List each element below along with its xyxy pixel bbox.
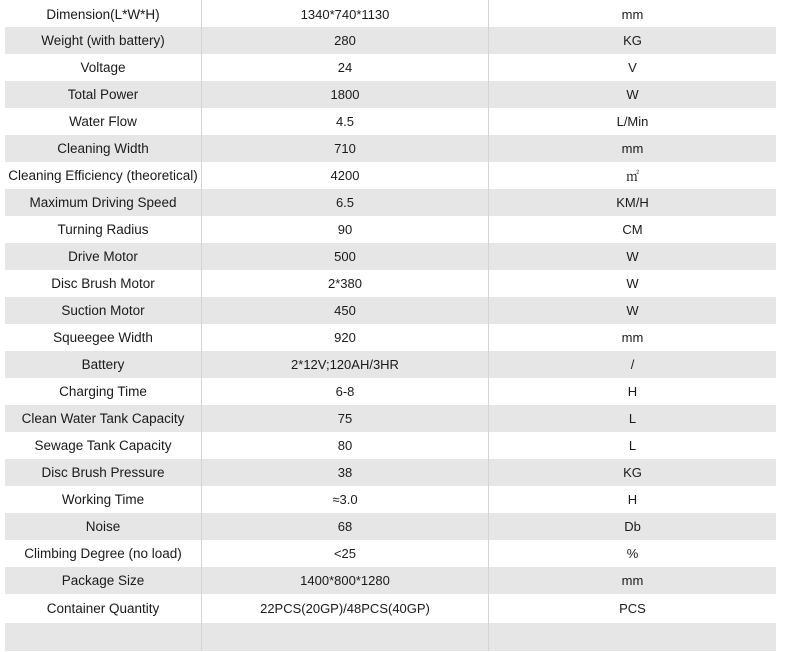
table-row [5, 27, 776, 54]
unit-cell: V [628, 60, 637, 75]
value-cell: 710 [202, 135, 489, 162]
value-cell: <25 [202, 540, 489, 567]
param-cell: Turning Radius [5, 216, 202, 243]
unit-cell: L/Min [616, 114, 649, 129]
unit-cell: mm [621, 330, 644, 345]
value-cell: 1400*800*1280 [202, 567, 489, 594]
table-row [5, 405, 776, 432]
param-cell: Disc Brush Pressure [5, 459, 202, 486]
table-row [5, 243, 776, 270]
table-row [5, 270, 776, 297]
param-cell: Drive Motor [5, 243, 202, 270]
table-row [5, 0, 776, 27]
unit-cell: mm [621, 141, 644, 156]
table-row [5, 623, 776, 651]
param-cell: Charging Time [5, 378, 202, 405]
param-cell: Package Size [5, 567, 202, 594]
value-cell: 920 [202, 324, 489, 351]
value-cell: 1340*740*1130 [202, 0, 489, 27]
value-cell: ≈3.0 [202, 486, 489, 513]
param-cell: Suction Motor [5, 297, 202, 324]
unit-cell: KG [623, 465, 642, 480]
unit-cell: mm [621, 573, 644, 588]
param-cell: Water Flow [5, 108, 202, 135]
unit-cell: CM [622, 222, 643, 237]
table-row [5, 351, 776, 378]
table-row [5, 189, 776, 216]
unit-cell: PCS [619, 601, 646, 616]
param-cell [5, 623, 202, 651]
value-cell [202, 623, 489, 651]
param-cell: Total Power [5, 81, 202, 108]
table-row [5, 486, 776, 513]
table-row [5, 432, 776, 459]
value-cell: 68 [202, 513, 489, 540]
table-row [5, 567, 776, 594]
param-cell: Cleaning Width [5, 135, 202, 162]
value-cell: 75 [202, 405, 489, 432]
unit-cell: KG [623, 33, 642, 48]
value-cell: 450 [202, 297, 489, 324]
table-row [5, 540, 776, 567]
param-cell: Weight (with battery) [5, 27, 202, 54]
unit-cell [489, 623, 776, 651]
unit-cell: KM/H [616, 195, 649, 210]
param-cell: Climbing Degree (no load) [5, 540, 202, 567]
value-cell: 90 [202, 216, 489, 243]
table-row [5, 594, 776, 623]
table-row [5, 81, 776, 108]
table-row [5, 108, 776, 135]
unit-cell: W [626, 249, 639, 264]
param-cell: Dimension(L*W*H) [5, 0, 202, 27]
table-row [5, 513, 776, 540]
table-row [5, 297, 776, 324]
table-row [5, 378, 776, 405]
value-cell: 24 [202, 54, 489, 81]
value-cell: 2*380 [202, 270, 489, 297]
unit-cell: L [628, 438, 637, 453]
table-row [5, 216, 776, 243]
param-cell: Battery [5, 351, 202, 378]
table-row [5, 135, 776, 162]
value-cell: 6-8 [202, 378, 489, 405]
param-cell: Cleaning Efficiency (theoretical) [5, 162, 202, 189]
value-cell: 1800 [202, 81, 489, 108]
unit-cell: mm [621, 7, 644, 22]
value-cell: 80 [202, 432, 489, 459]
param-cell: Container Quantity [5, 594, 202, 623]
unit-cell: / [630, 357, 635, 372]
unit-cell: W [626, 276, 639, 291]
value-cell: 280 [202, 27, 489, 54]
param-cell: Voltage [5, 54, 202, 81]
param-cell: Noise [5, 513, 202, 540]
table-row [5, 459, 776, 486]
unit-cell: ㎡ [625, 169, 639, 184]
spec-table [5, 0, 776, 651]
table-row [5, 162, 776, 189]
value-cell: 4.5 [202, 108, 489, 135]
value-cell: 500 [202, 243, 489, 270]
value-cell: 2*12V;120AH/3HR [202, 351, 489, 378]
table-row [5, 324, 776, 351]
unit-cell: H [627, 492, 638, 507]
param-cell: Sewage Tank Capacity [5, 432, 202, 459]
param-cell: Working Time [5, 486, 202, 513]
unit-cell: % [626, 546, 639, 561]
value-cell: 38 [202, 459, 489, 486]
param-cell: Clean Water Tank Capacity [5, 405, 202, 432]
param-cell: Maximum Driving Speed [5, 189, 202, 216]
value-cell: 4200 [202, 162, 489, 189]
unit-cell: W [626, 87, 639, 102]
unit-cell: W [626, 303, 639, 318]
value-cell: 22PCS(20GP)/48PCS(40GP) [202, 594, 489, 623]
unit-cell: Db [624, 519, 641, 534]
table-row [5, 54, 776, 81]
value-cell: 6.5 [202, 189, 489, 216]
param-cell: Squeegee Width [5, 324, 202, 351]
param-cell: Disc Brush Motor [5, 270, 202, 297]
unit-cell: L [628, 411, 637, 426]
unit-cell: H [627, 384, 638, 399]
